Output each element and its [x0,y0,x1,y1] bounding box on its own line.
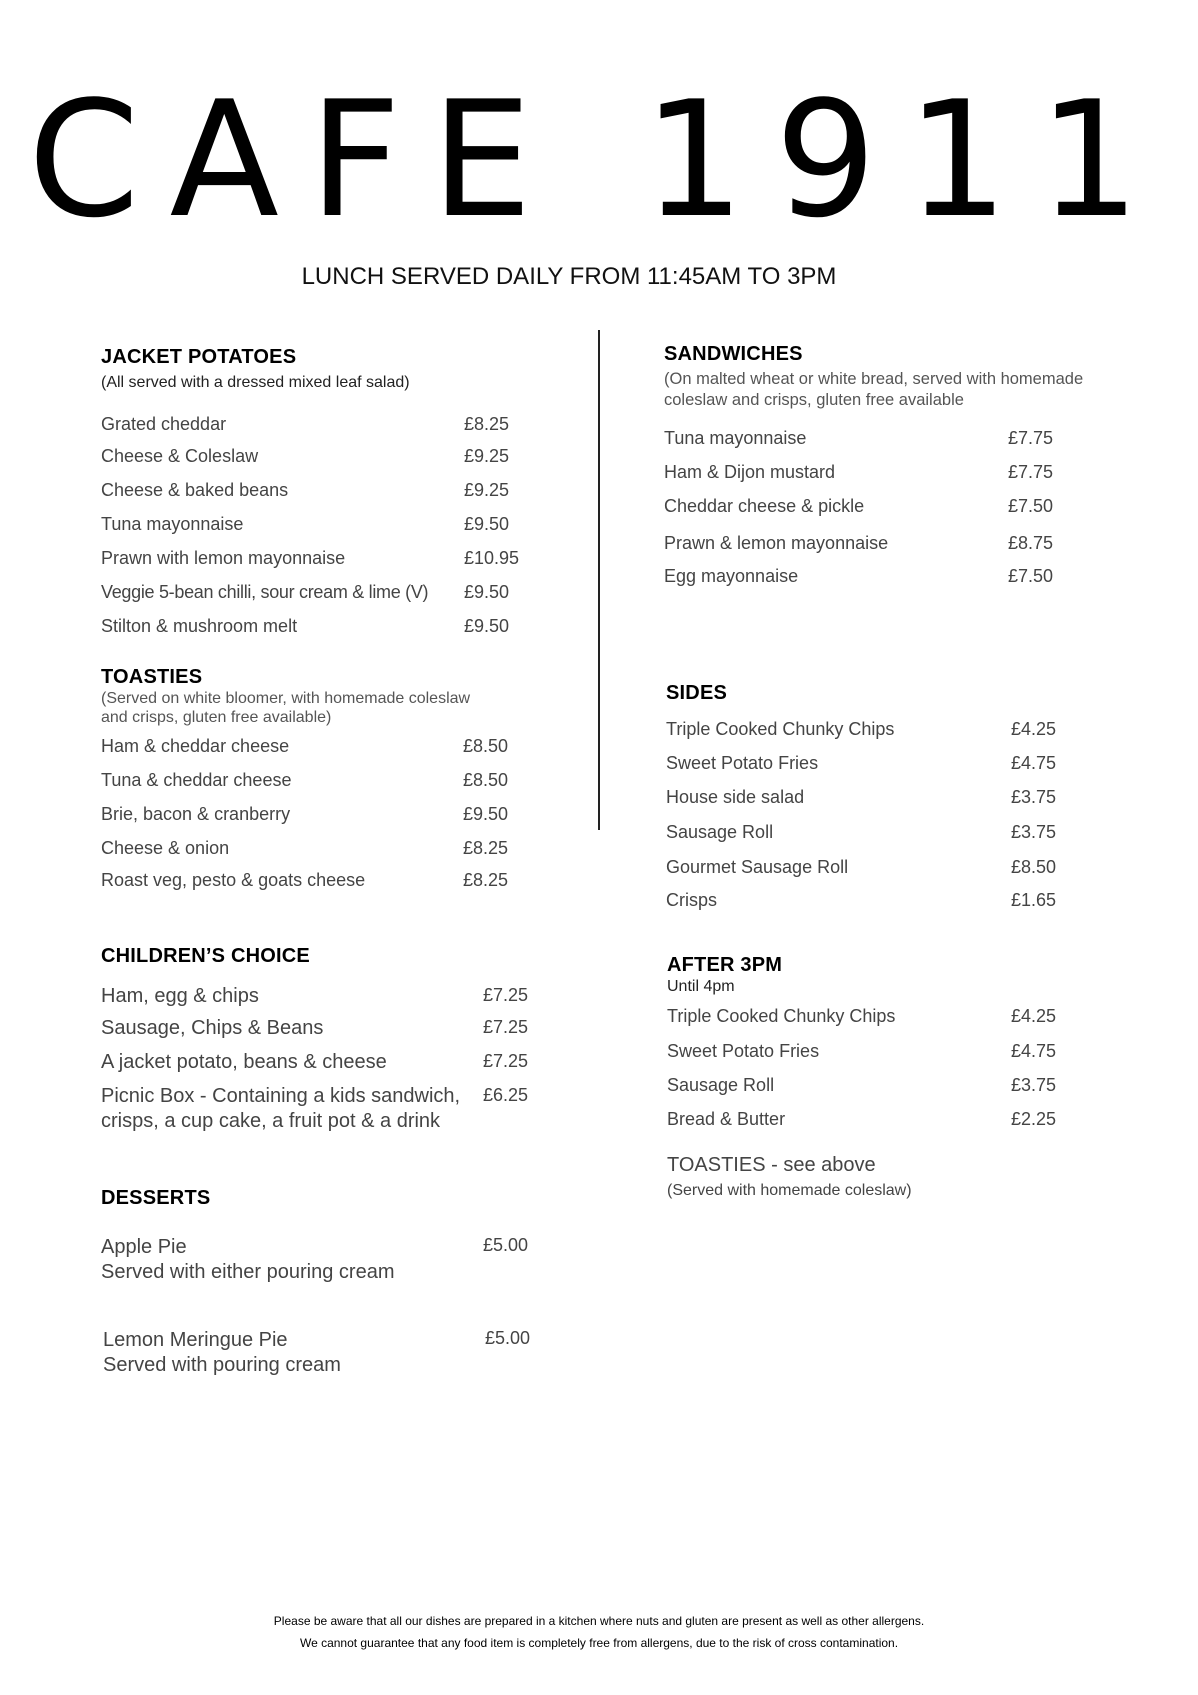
item-name: Tuna mayonnaise [101,514,244,534]
section-note-line2: coleslaw and crisps, gluten free available [664,391,964,409]
cafe-title: CAFE 1911 [27,66,1171,253]
item-name-line2: crisps, a cup cake, a fruit pot & a drink [101,1110,441,1132]
item-name: Triple Cooked Chunky Chips [667,1006,896,1026]
after-3pm-section [667,954,1097,1199]
item-price: £8.50 [463,770,509,790]
section-heading: SANDWICHES [664,343,803,365]
item-price: £4.75 [1011,753,1057,773]
item-name: Stilton & mushroom melt [101,616,298,636]
item-name: Lemon Meringue Pie [103,1329,288,1351]
item-name: Sweet Potato Fries [666,753,819,773]
item-name: Gourmet Sausage Roll [666,857,849,877]
item-price: £9.50 [464,514,510,534]
item-name: Sausage Roll [666,822,774,842]
item-name: Cheddar cheese & pickle [664,496,865,516]
item-price: £5.00 [485,1328,531,1348]
item-name: Picnic Box - Containing a kids sandwich, [101,1085,461,1107]
item-price: £8.50 [1011,857,1057,877]
section-heading: SIDES [666,682,728,704]
section-note-line2: and crisps, gluten free available) [101,709,332,726]
item-name: Crisps [666,890,718,910]
item-price: £3.75 [1011,1075,1057,1095]
item-price: £9.50 [464,582,510,602]
item-price: £10.95 [464,548,520,568]
section-note: (All served with a dressed mixed leaf salad) [101,374,410,391]
item-price: £9.25 [464,480,510,500]
item-price: £3.75 [1011,787,1057,807]
item-name: Prawn with lemon mayonnaise [101,548,346,568]
item-name: Egg mayonnaise [664,566,799,586]
item-name: Bread & Butter [667,1109,786,1129]
item-name: Brie, bacon & cranberry [101,804,291,824]
allergen-notice-line2: We cannot guarantee that any food item is completely free from allergens, due to the risk of cross contamination. [299,1636,899,1650]
item-price: £1.65 [1011,890,1057,910]
item-price: £3.75 [1011,822,1057,842]
item-price: £4.75 [1011,1041,1057,1061]
item-price: £9.50 [464,616,510,636]
item-price: £7.75 [1008,428,1054,448]
childrens-choice-section [101,945,531,1132]
item-name: A jacket potato, beans & cheese [101,1051,387,1073]
item-description: Served with pouring cream [103,1354,341,1376]
item-name: Triple Cooked Chunky Chips [666,719,895,739]
item-price: £8.50 [463,736,509,756]
item-name: House side salad [666,787,805,807]
item-name: Tuna mayonnaise [664,428,807,448]
item-name: Tuna & cheddar cheese [101,770,292,790]
item-price: £9.25 [464,446,510,466]
allergen-footer [0,1610,1198,1654]
column-divider [598,330,600,830]
item-price: £8.25 [464,414,510,434]
toasties-reference-note: (Served with homemade coleslaw) [667,1182,912,1199]
toasties-reference-label: TOASTIES - see above [667,1154,876,1176]
section-heading: TOASTIES [101,666,203,688]
item-price: £2.25 [1011,1109,1057,1129]
item-name: Sausage, Chips & Beans [101,1017,324,1039]
item-name: Roast veg, pesto & goats cheese [101,870,366,890]
item-price: £4.25 [1011,719,1057,739]
item-price: £8.25 [463,838,509,858]
item-description: Served with either pouring cream [101,1261,395,1283]
section-note: Until 4pm [667,978,735,995]
jacket-potatoes-section [101,346,531,636]
toasties-section [101,666,531,890]
section-heading: DESSERTS [101,1187,211,1209]
item-price: £9.50 [463,804,509,824]
item-price: £7.25 [483,1051,529,1071]
section-heading: CHILDREN’S CHOICE [101,945,310,967]
section-heading: AFTER 3PM [667,954,783,976]
item-price: £8.75 [1008,533,1054,553]
item-price: £7.25 [483,1017,529,1037]
item-name: Sausage Roll [667,1075,775,1095]
item-name: Cheese & onion [101,838,230,858]
allergen-notice-line1: Please be aware that all our dishes are prepared in a kitchen where nuts and gluten are present as well as other allergens. [273,1614,925,1628]
item-price: £7.50 [1008,496,1054,516]
section-note-line1: (On malted wheat or white bread, served with homemade [664,370,1084,388]
item-price: £7.75 [1008,462,1054,482]
item-name: Grated cheddar [101,414,227,434]
item-name: Prawn & lemon mayonnaise [664,533,889,553]
item-name: Ham, egg & chips [101,985,259,1007]
item-price: £7.50 [1008,566,1054,586]
item-name: Veggie 5-bean chilli, sour cream & lime (V) [101,582,429,602]
item-name: Apple Pie [101,1236,187,1258]
section-note-line1: (Served on white bloomer, with homemade coleslaw [101,690,471,707]
desserts-section [101,1187,531,1376]
item-price: £5.00 [483,1235,529,1255]
item-name: Cheese & Coleslaw [101,446,259,466]
item-name: Ham & Dijon mustard [664,462,836,482]
item-name: Cheese & baked beans [101,480,289,500]
item-price: £8.25 [463,870,509,890]
sandwiches-section [664,343,1094,586]
item-name: Ham & cheddar cheese [101,736,290,756]
item-price: £6.25 [483,1085,529,1105]
item-price: £4.25 [1011,1006,1057,1026]
lunch-hours-subtitle: LUNCH SERVED DAILY FROM 11:45AM TO 3PM [301,263,837,290]
sides-section [666,682,1096,910]
item-price: £7.25 [483,985,529,1005]
section-heading: JACKET POTATOES [101,346,297,368]
item-name: Sweet Potato Fries [667,1041,820,1061]
